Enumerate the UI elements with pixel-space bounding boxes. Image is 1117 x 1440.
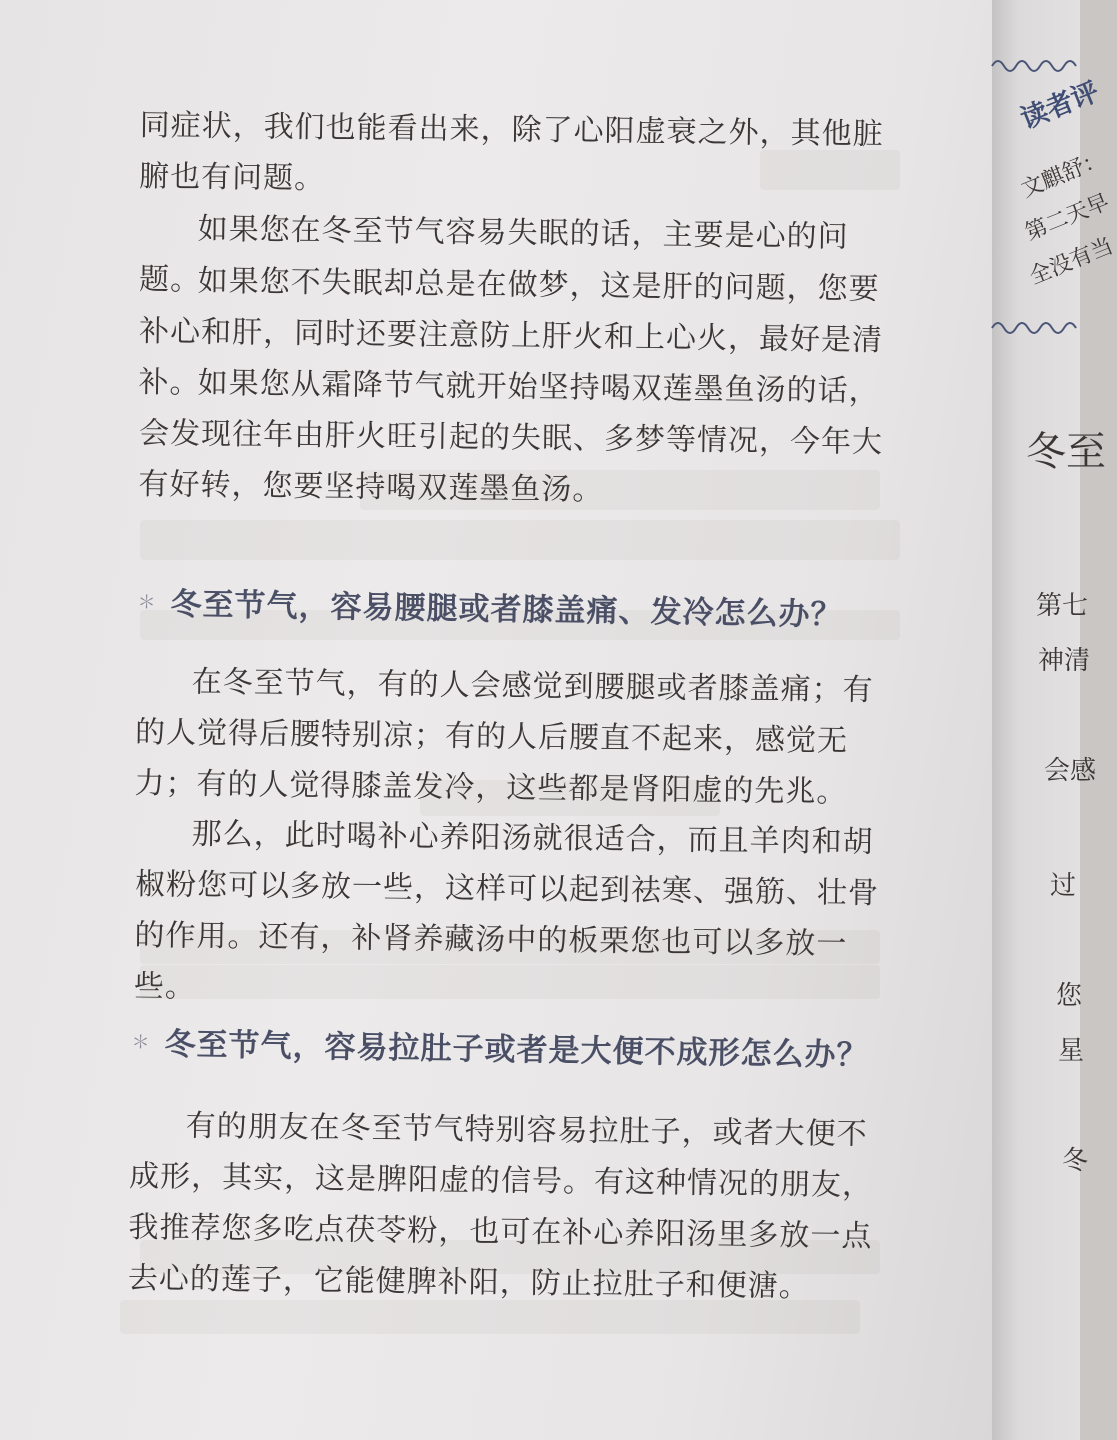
text-fragment: 过 (1050, 871, 1077, 901)
section-heading-text: 冬至节气，容易腰腿或者膝盖痛、发冷怎么办？ (170, 586, 843, 634)
paragraph: 如果您在冬至节气容易失眠的话，主要是心的问题。 (138, 211, 849, 298)
text-fragment: 神清 (1038, 646, 1091, 676)
text-fragment: 您 (1056, 981, 1083, 1011)
chapter-title-fragment: 冬至 (1026, 429, 1106, 475)
paragraph: 如果您从霜降节气就开始坚持喝双莲墨鱼汤的话，会发现往年由肝火旺引起的失眠、多梦等情况，今年大有好转，您要坚持喝双莲墨鱼汤。 (138, 365, 884, 508)
asterisk-icon: ＊ (131, 1031, 151, 1053)
text-fragment: 冬 (1062, 1146, 1089, 1176)
reader-line: 第二天早 (1021, 189, 1113, 246)
text-fragment: 第七 (1036, 591, 1089, 621)
book-page-right (992, 0, 1117, 1440)
paragraph: 同症状，我们也能看出来，除了心阳虚衰之外，其他脏腑也有问题。 (138, 107, 884, 197)
paragraph: 那么，此时喝补心养阳汤就很适合，而且羊肉和胡椒粉您可以多放一些，这样可以起到祛寒、强筋、壮骨的作用。还有，补肾养藏汤中的板栗您也可以多放一些。 (133, 816, 880, 1005)
text-fragment: 会感 (1044, 756, 1097, 786)
section-heading (131, 1018, 869, 1075)
paragraph: 在冬至节气，有的人会感觉到腰腿或者膝盖痛；有的人觉得后腰特别凉；有的人后腰直不起来，感觉无力；有的人觉得膝盖发冷，这些都是肾阳虚的先兆。 (134, 664, 874, 810)
section-heading-text: 冬至节气，容易拉肚子或者是大便不成形怎么办？ (164, 1026, 869, 1074)
reader-line: 全没有当 (1025, 233, 1117, 290)
paragraph: 有的朋友在冬至节气特别容易拉肚子，或者大便不成形，其实，这是脾阳虚的信号。有这种情况的朋友，我推荐您多吃点茯苓粉，也可在补心养阳汤里多放一点去心的莲子，它能健脾补阳，防止拉肚子和便溏。 (127, 1108, 874, 1305)
wavy-divider-icon (992, 318, 1080, 338)
asterisk-icon: ＊ (137, 591, 157, 613)
reader-line: 文麒舒： (1017, 146, 1109, 203)
paragraph: 如果您不失眠却总是在做梦，这是肝的问题，您要补心和肝，同时还要注意防上肝火和上心火，最好是清补。 (138, 263, 884, 401)
wavy-divider-icon (992, 52, 1080, 72)
reader-comments-label: 读者评 (1016, 76, 1104, 136)
text-fragment: 星 (1058, 1036, 1085, 1066)
